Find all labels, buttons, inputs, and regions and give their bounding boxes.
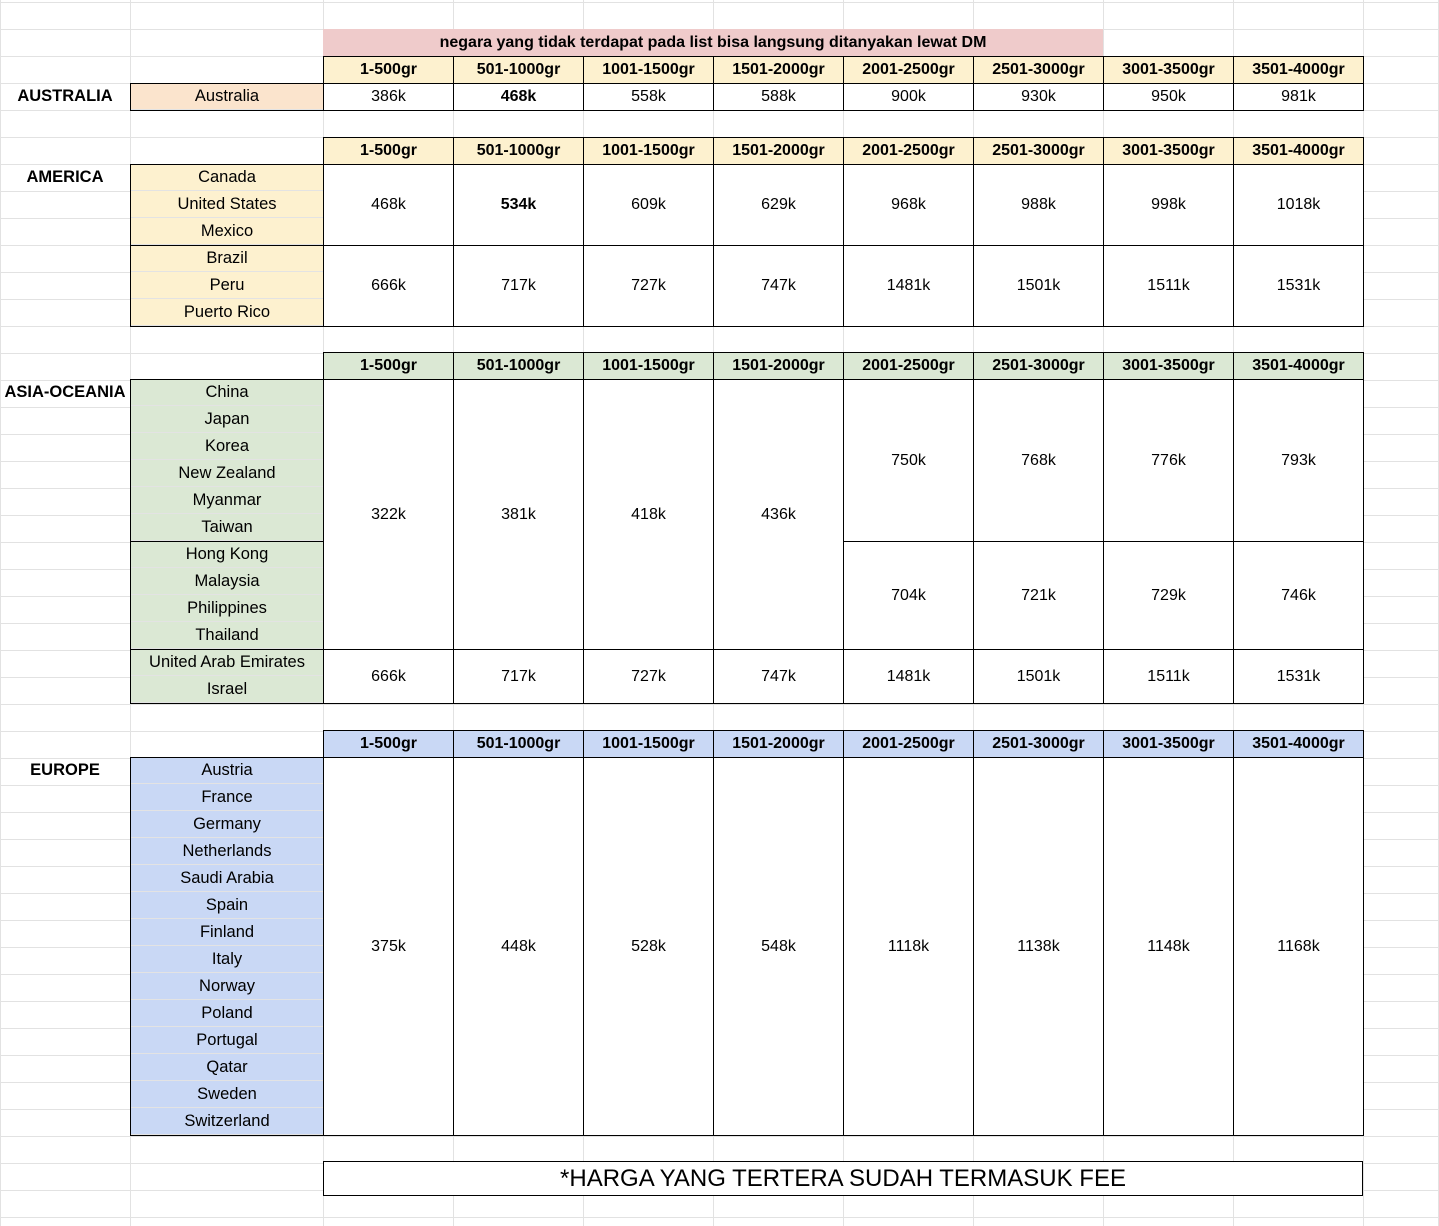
region-label: EUROPE: [30, 761, 100, 779]
gridline: [0, 704, 1439, 705]
price-cell: 588k: [713, 83, 844, 111]
weight-header: 1-500gr: [323, 137, 454, 165]
country-name: United Arab Emirates: [131, 649, 323, 676]
price-cell: 747k: [713, 649, 844, 704]
price-cell: 1481k: [843, 245, 974, 327]
country-name: Peru: [131, 272, 323, 299]
footer-note: *HARGA YANG TERTERA SUDAH TERMASUK FEE: [323, 1161, 1363, 1196]
country-name: Portugal: [131, 1027, 323, 1054]
price-cell: 1501k: [973, 245, 1104, 327]
country-name: Germany: [131, 811, 323, 838]
price-cell: 629k: [713, 164, 844, 246]
price-cell: 534k: [453, 164, 584, 246]
weight-header: 1501-2000gr: [713, 352, 844, 380]
price-cell: 717k: [453, 245, 584, 327]
weight-header: 2501-3000gr: [973, 137, 1104, 165]
region-label: AUSTRALIA: [17, 87, 113, 105]
price-cell: 717k: [453, 649, 584, 704]
weight-header: 2501-3000gr: [973, 730, 1104, 758]
weight-header: 1-500gr: [323, 730, 454, 758]
country-name: New Zealand: [131, 460, 323, 487]
country-group-border: [130, 649, 324, 704]
weight-header: 2001-2500gr: [843, 56, 974, 84]
price-cell: 729k: [1103, 541, 1234, 650]
price-cell: 721k: [973, 541, 1104, 650]
price-cell: 998k: [1103, 164, 1234, 246]
region-label: AMERICA: [26, 168, 104, 186]
price-cell: 448k: [453, 757, 584, 1136]
price-cell: 1018k: [1233, 164, 1364, 246]
country-name: Thailand: [131, 622, 323, 649]
country-name: Norway: [131, 973, 323, 1000]
price-cell: 727k: [583, 649, 714, 704]
price-cell: 930k: [973, 83, 1104, 111]
weight-header: 501-1000gr: [453, 56, 584, 84]
country-group-border: [130, 541, 324, 650]
weight-header: 2001-2500gr: [843, 730, 974, 758]
gridline: [0, 2, 1439, 3]
weight-header: 1501-2000gr: [713, 137, 844, 165]
weight-header: 2001-2500gr: [843, 352, 974, 380]
weight-header: 3001-3500gr: [1103, 56, 1234, 84]
country-name: United States: [131, 191, 323, 218]
weight-header: 3501-4000gr: [1233, 56, 1364, 84]
price-cell: 666k: [323, 649, 454, 704]
price-cell: 468k: [453, 83, 584, 111]
price-cell: 609k: [583, 164, 714, 246]
gridline: [0, 1217, 1439, 1218]
weight-header: 3001-3500gr: [1103, 137, 1234, 165]
price-cell: 666k: [323, 245, 454, 327]
price-cell: 375k: [323, 757, 454, 1136]
price-cell: 1531k: [1233, 649, 1364, 704]
weight-header: 501-1000gr: [453, 730, 584, 758]
weight-header: 1-500gr: [323, 352, 454, 380]
note-banner: negara yang tidak terdapat pada list bisa langsung ditanyakan lewat DM: [323, 29, 1103, 56]
country-name: Canada: [131, 164, 323, 191]
weight-header: 3001-3500gr: [1103, 352, 1234, 380]
price-cell: 746k: [1233, 541, 1364, 650]
price-cell: 381k: [453, 379, 584, 650]
weight-header: 501-1000gr: [453, 137, 584, 165]
weight-header: 501-1000gr: [453, 352, 584, 380]
country-name: Malaysia: [131, 568, 323, 595]
country-name: Italy: [131, 946, 323, 973]
country-name: Hong Kong: [131, 541, 323, 568]
price-cell: 1481k: [843, 649, 974, 704]
country-group-border: [130, 379, 324, 542]
weight-header: 3501-4000gr: [1233, 730, 1364, 758]
gridline: [0, 1136, 1439, 1137]
weight-header: 1-500gr: [323, 56, 454, 84]
country-name: China: [131, 379, 323, 406]
country-name: Mexico: [131, 218, 323, 245]
price-cell: 776k: [1103, 379, 1234, 542]
price-cell: 468k: [323, 164, 454, 246]
price-cell: 1501k: [973, 649, 1104, 704]
price-cell: 1531k: [1233, 245, 1364, 327]
price-cell: 418k: [583, 379, 714, 650]
weight-header: 1001-1500gr: [583, 56, 714, 84]
price-cell: 1118k: [843, 757, 974, 1136]
region-label: ASIA-OCEANIA: [4, 383, 126, 401]
country-name: Brazil: [131, 245, 323, 272]
country-name: Puerto Rico: [131, 299, 323, 326]
price-cell: 1138k: [973, 757, 1104, 1136]
price-cell: 1511k: [1103, 649, 1234, 704]
price-cell: 386k: [323, 83, 454, 111]
price-cell: 727k: [583, 245, 714, 327]
price-cell: 750k: [843, 379, 974, 542]
country-group-border: [130, 83, 324, 111]
weight-header: 1001-1500gr: [583, 730, 714, 758]
price-cell: 322k: [323, 379, 454, 650]
price-cell: 558k: [583, 83, 714, 111]
country-group-border: [130, 245, 324, 327]
price-cell: 548k: [713, 757, 844, 1136]
weight-header: 3001-3500gr: [1103, 730, 1234, 758]
country-name: France: [131, 784, 323, 811]
country-name: Taiwan: [131, 514, 323, 541]
price-cell: 528k: [583, 757, 714, 1136]
price-cell: 968k: [843, 164, 974, 246]
price-cell: 988k: [973, 164, 1104, 246]
weight-header: 1501-2000gr: [713, 56, 844, 84]
price-cell: 768k: [973, 379, 1104, 542]
country-group-border: [130, 164, 324, 246]
country-name: Israel: [131, 676, 323, 703]
weight-header: 2501-3000gr: [973, 56, 1104, 84]
country-name: Myanmar: [131, 487, 323, 514]
country-name: Finland: [131, 919, 323, 946]
price-cell: 793k: [1233, 379, 1364, 542]
price-cell: 436k: [713, 379, 844, 650]
country-name: Philippines: [131, 595, 323, 622]
weight-header: 1001-1500gr: [583, 352, 714, 380]
country-group-border: [130, 757, 324, 1136]
country-name: Korea: [131, 433, 323, 460]
country-name: Netherlands: [131, 838, 323, 865]
country-name: Spain: [131, 892, 323, 919]
price-cell: 1168k: [1233, 757, 1364, 1136]
price-cell: 981k: [1233, 83, 1364, 111]
country-name: Austria: [131, 757, 323, 784]
weight-header: 3501-4000gr: [1233, 352, 1364, 380]
weight-header: 2501-3000gr: [973, 352, 1104, 380]
price-cell: 747k: [713, 245, 844, 327]
price-cell: 950k: [1103, 83, 1234, 111]
country-name: Saudi Arabia: [131, 865, 323, 892]
country-name: Qatar: [131, 1054, 323, 1081]
country-name: Japan: [131, 406, 323, 433]
price-cell: 1511k: [1103, 245, 1234, 327]
country-name: Australia: [131, 83, 323, 110]
price-cell: 1148k: [1103, 757, 1234, 1136]
weight-header: 3501-4000gr: [1233, 137, 1364, 165]
country-name: Switzerland: [131, 1108, 323, 1135]
weight-header: 1501-2000gr: [713, 730, 844, 758]
weight-header: 2001-2500gr: [843, 137, 974, 165]
price-cell: 900k: [843, 83, 974, 111]
country-name: Sweden: [131, 1081, 323, 1108]
price-cell: 704k: [843, 541, 974, 650]
country-name: Poland: [131, 1000, 323, 1027]
weight-header: 1001-1500gr: [583, 137, 714, 165]
